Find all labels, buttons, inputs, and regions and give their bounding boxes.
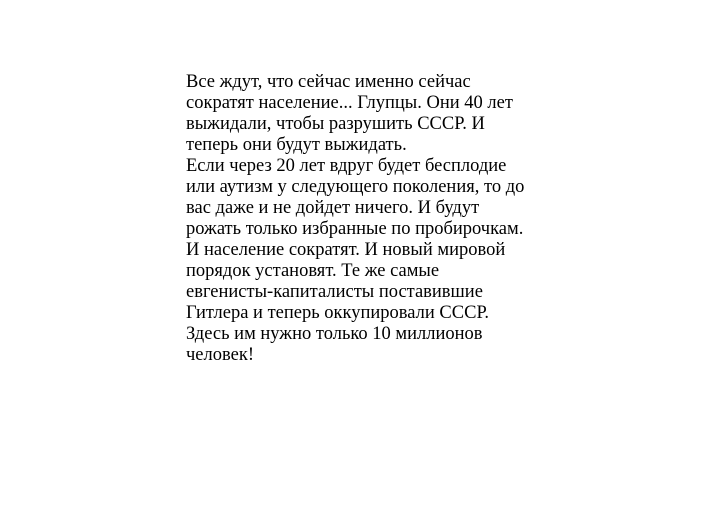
text-line: выжидали, чтобы разрушить СССР. И (186, 114, 485, 134)
text-line: или аутизм у следующего поколения, то до (186, 177, 525, 197)
text-line: рожать только избранные по пробирочкам. (186, 219, 524, 239)
text-line: теперь они будут выжидать. (186, 135, 407, 155)
text-line: Здесь им нужно только 10 миллионов (186, 324, 483, 344)
text-line: евгенисты-капиталисты поставившие (186, 282, 483, 302)
document-text (186, 72, 566, 366)
text-line: сократят население... Глупцы. Они 40 лет (186, 93, 513, 113)
text-line: Если через 20 лет вдруг будет бесплодие (186, 156, 507, 176)
text-line: порядок установят. Те же самые (186, 261, 440, 281)
text-line: вас даже и не дойдет ничего. И будут (186, 198, 480, 218)
text-line: И население сократят. И новый мировой (186, 240, 506, 260)
text-line: Гитлера и теперь оккупировали СССР. (186, 303, 490, 323)
text-line: человек! (186, 345, 254, 365)
text-line: Все ждут, что сейчас именно сейчас (186, 72, 471, 92)
